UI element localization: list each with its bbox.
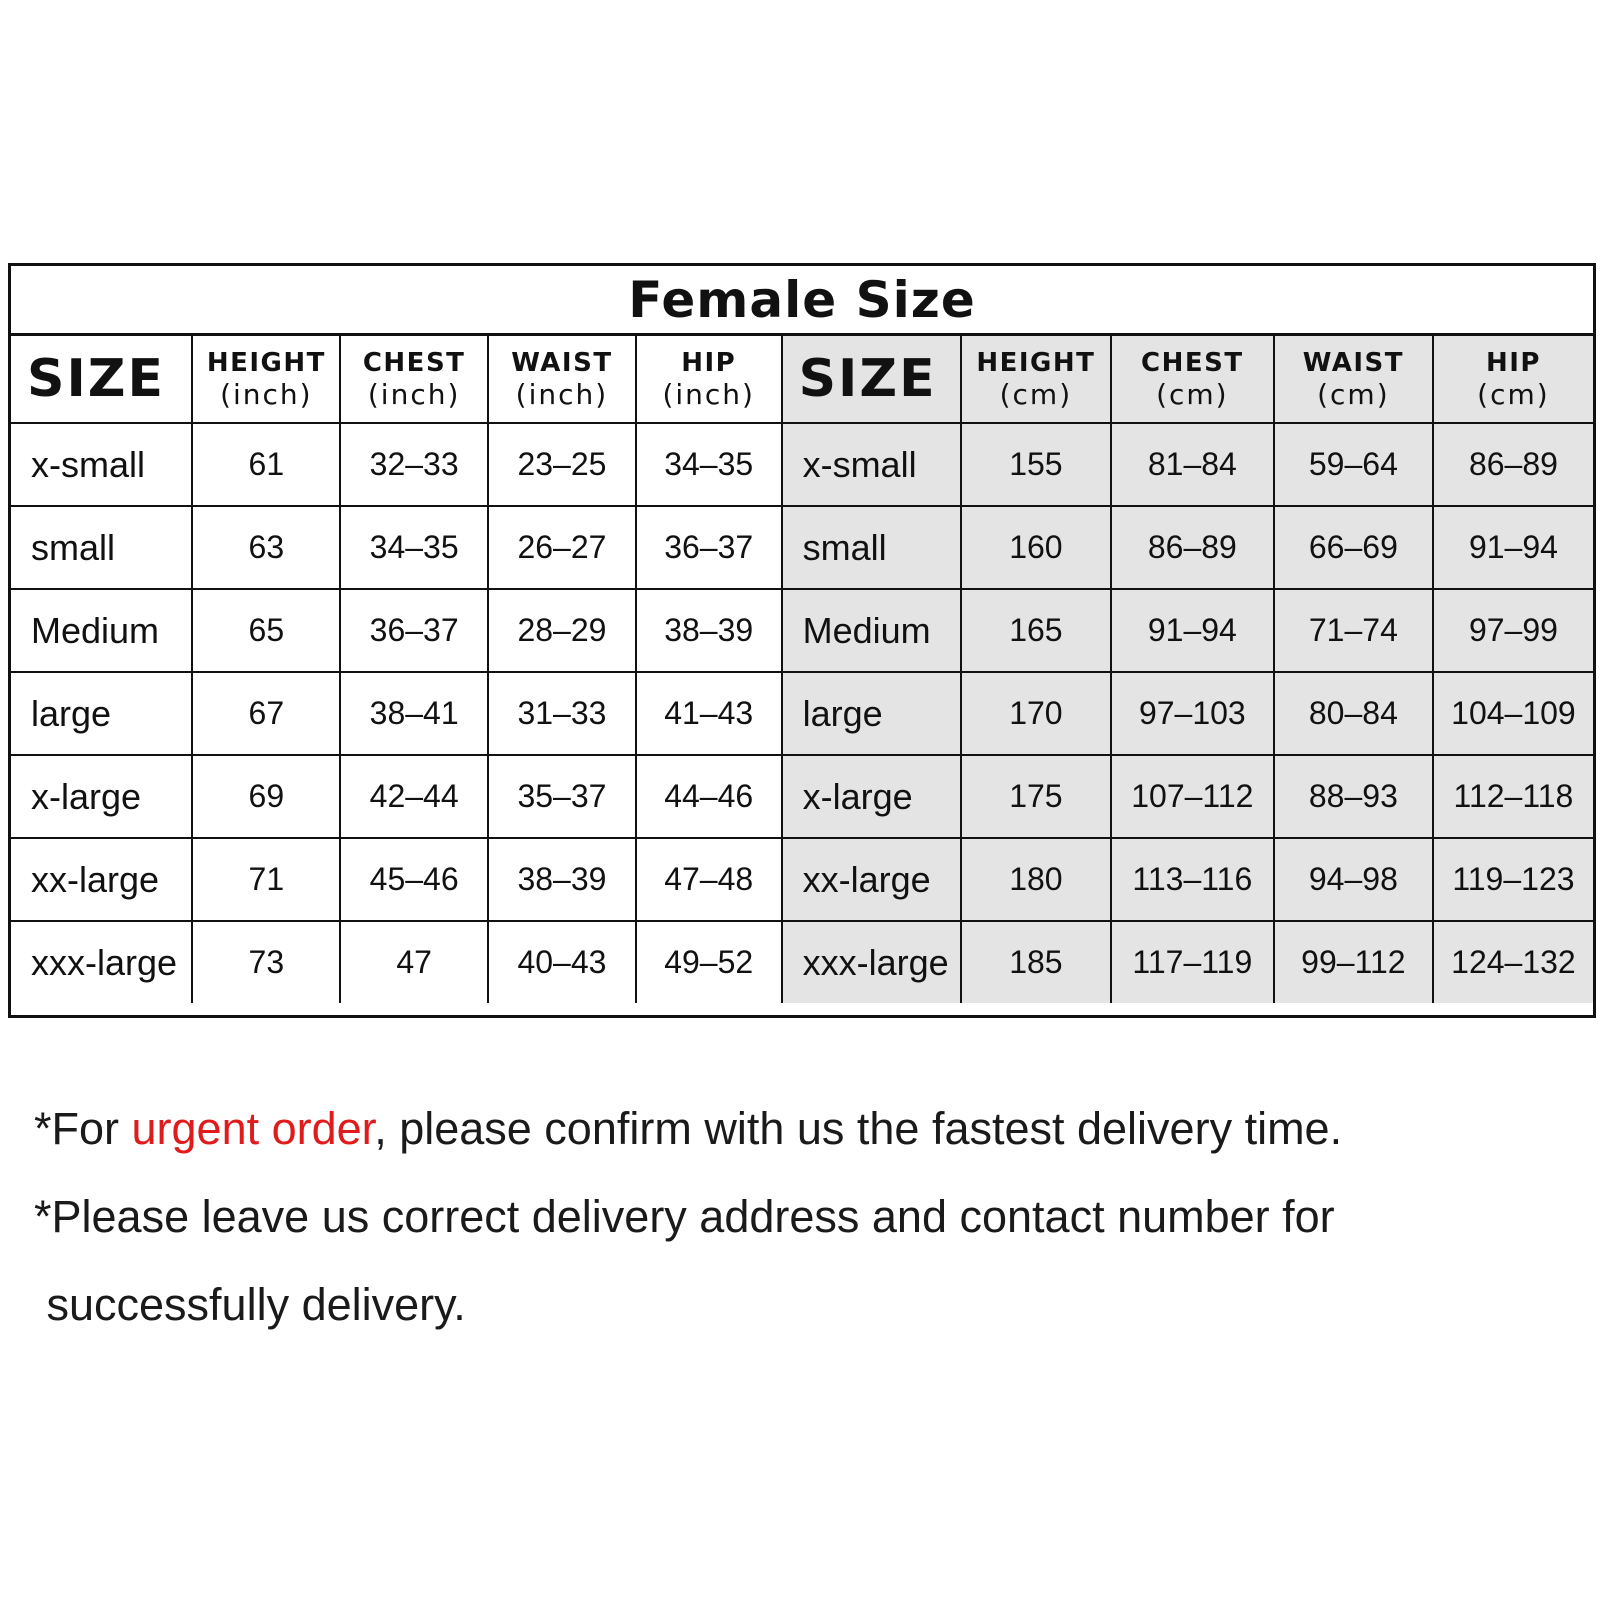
waist-inch-cell: 38–39	[488, 838, 636, 921]
table-row	[11, 755, 1593, 838]
size-table	[11, 336, 1593, 1003]
chest-inch-cell: 34–35	[340, 506, 488, 589]
column-unit: (cm)	[1477, 378, 1550, 411]
column-name: WAIST	[1302, 348, 1405, 378]
note-address-cont: successfully delivery.	[34, 1279, 466, 1330]
column-unit: (inch)	[220, 378, 313, 411]
hip-cm-cell: 119–123	[1433, 838, 1593, 921]
hip-inch-cell: 49–52	[636, 921, 782, 1003]
waist-inch-cell: 23–25	[488, 423, 636, 506]
height-cm-cell: 180	[961, 838, 1111, 921]
size-name-cell: x-small	[782, 423, 961, 506]
column-unit: (cm)	[1317, 378, 1390, 411]
hip-inch-cell: 34–35	[636, 423, 782, 506]
height-inch-cell: 69	[192, 755, 340, 838]
hip-inch-cell: 36–37	[636, 506, 782, 589]
column-name: HIP	[681, 348, 737, 378]
chest-cm-cell: 107–112	[1111, 755, 1274, 838]
waist-inch-cell: 40–43	[488, 921, 636, 1003]
hip-cm-cell: 112–118	[1433, 755, 1593, 838]
size-name-cell: Medium	[11, 589, 192, 672]
hip-inch-cell: 38–39	[636, 589, 782, 672]
header-row	[11, 336, 1593, 423]
hip-cm-cell: 86–89	[1433, 423, 1593, 506]
hip-cm-cell: 104–109	[1433, 672, 1593, 755]
column-name: HIP	[1485, 348, 1541, 378]
waist-cm-cell: 71–74	[1274, 589, 1433, 672]
table-row	[11, 589, 1593, 672]
size-header-inch: SIZE	[11, 336, 192, 423]
size-name-cell: xxx-large	[782, 921, 961, 1003]
waist-cm-cell: 80–84	[1274, 672, 1433, 755]
size-header-cm: SIZE	[782, 336, 961, 423]
waist-cm-cell: 94–98	[1274, 838, 1433, 921]
column-unit: (inch)	[367, 378, 461, 411]
table-row	[11, 506, 1593, 589]
size-name-cell: x-small	[11, 423, 192, 506]
table-row	[11, 921, 1593, 1003]
column-name: HEIGHT	[976, 348, 1096, 378]
waist-inch-cell: 26–27	[488, 506, 636, 589]
size-name-cell: small	[11, 506, 192, 589]
chest-inch-cell: 42–44	[340, 755, 488, 838]
height-inch-cell: 65	[192, 589, 340, 672]
hip-inch-cell: 44–46	[636, 755, 782, 838]
height-cm-cell: 185	[961, 921, 1111, 1003]
size-name-cell: large	[11, 672, 192, 755]
table-row	[11, 838, 1593, 921]
size-name-cell: xxx-large	[11, 921, 192, 1003]
waist-cm-header	[1274, 336, 1433, 423]
height-cm-cell: 160	[961, 506, 1111, 589]
height-inch-cell: 61	[192, 423, 340, 506]
column-name: CHEST	[1141, 348, 1244, 378]
waist-inch-cell: 31–33	[488, 672, 636, 755]
chest-inch-cell: 32–33	[340, 423, 488, 506]
hip-inch-cell: 47–48	[636, 838, 782, 921]
chest-inch-cell: 47	[340, 921, 488, 1003]
size-name-cell: xx-large	[11, 838, 192, 921]
waist-inch-cell: 28–29	[488, 589, 636, 672]
column-name: WAIST	[511, 348, 613, 378]
chest-cm-cell: 81–84	[1111, 423, 1274, 506]
chest-cm-cell: 117–119	[1111, 921, 1274, 1003]
chest-inch-header	[340, 336, 488, 423]
hip-inch-header	[636, 336, 782, 423]
waist-inch-cell: 35–37	[488, 755, 636, 838]
note-highlight: urgent order	[131, 1103, 375, 1154]
waist-cm-cell: 99–112	[1274, 921, 1433, 1003]
height-inch-header	[192, 336, 340, 423]
waist-cm-cell: 66–69	[1274, 506, 1433, 589]
height-cm-cell: 155	[961, 423, 1111, 506]
hip-cm-cell: 97–99	[1433, 589, 1593, 672]
note-urgent-order	[34, 1085, 1584, 1173]
column-unit: (cm)	[999, 378, 1073, 411]
hip-cm-cell: 124–132	[1433, 921, 1593, 1003]
waist-cm-cell: 88–93	[1274, 755, 1433, 838]
size-name-cell: Medium	[782, 589, 961, 672]
note-address: *Please leave us correct delivery address and contact number for	[34, 1191, 1335, 1242]
height-inch-cell: 73	[192, 921, 340, 1003]
size-name-cell: xx-large	[782, 838, 961, 921]
column-unit: (inch)	[662, 378, 755, 411]
chest-cm-cell: 113–116	[1111, 838, 1274, 921]
table-row	[11, 423, 1593, 506]
hip-inch-cell: 41–43	[636, 672, 782, 755]
table-row	[11, 672, 1593, 755]
height-cm-cell: 165	[961, 589, 1111, 672]
chest-inch-cell: 36–37	[340, 589, 488, 672]
height-inch-cell: 67	[192, 672, 340, 755]
chest-inch-cell: 45–46	[340, 838, 488, 921]
chest-cm-cell: 86–89	[1111, 506, 1274, 589]
column-unit: (cm)	[1156, 378, 1229, 411]
waist-cm-cell: 59–64	[1274, 423, 1433, 506]
hip-cm-cell: 91–94	[1433, 506, 1593, 589]
height-inch-cell: 71	[192, 838, 340, 921]
size-name-cell: x-large	[11, 755, 192, 838]
chest-inch-cell: 38–41	[340, 672, 488, 755]
height-cm-header	[961, 336, 1111, 423]
hip-cm-header	[1433, 336, 1593, 423]
waist-inch-header	[488, 336, 636, 423]
size-name-cell: large	[782, 672, 961, 755]
height-inch-cell: 63	[192, 506, 340, 589]
note-suffix: , please confirm with us the fastest delivery time.	[374, 1103, 1343, 1154]
notes	[34, 1085, 1584, 1349]
size-name-cell: small	[782, 506, 961, 589]
chest-cm-cell: 91–94	[1111, 589, 1274, 672]
chest-cm-header	[1111, 336, 1274, 423]
size-chart	[8, 263, 1596, 1018]
note-prefix: *For	[34, 1103, 132, 1154]
chart-title: Female Size	[11, 266, 1593, 336]
column-unit: (inch)	[515, 378, 609, 411]
column-name: CHEST	[362, 348, 466, 378]
height-cm-cell: 175	[961, 755, 1111, 838]
column-name: HEIGHT	[206, 348, 326, 378]
height-cm-cell: 170	[961, 672, 1111, 755]
chest-cm-cell: 97–103	[1111, 672, 1274, 755]
size-name-cell: x-large	[782, 755, 961, 838]
